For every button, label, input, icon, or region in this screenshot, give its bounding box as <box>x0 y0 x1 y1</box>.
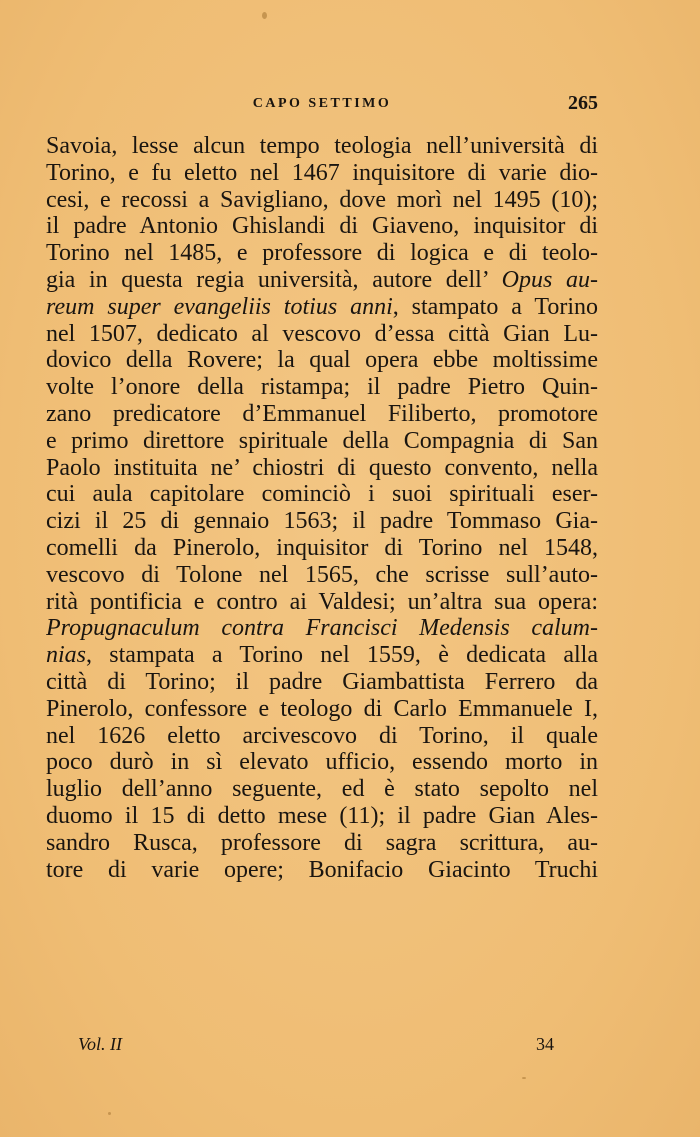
text-segment: duomo il 15 di detto mese (11); il padre Gian Ales- <box>46 802 598 829</box>
text-segment: sandro Rusca, professore di sagra scrittura, au- <box>46 829 598 856</box>
text-line <box>46 776 598 803</box>
text-segment: poco durò in sì elevato ufficio, essendo morto in <box>46 749 598 776</box>
page-number: 265 <box>568 92 598 114</box>
signature-mark: 34 <box>536 1034 554 1054</box>
text-line <box>46 455 598 482</box>
text-line <box>46 267 598 294</box>
italic-text: reum super evangeliis totius anni <box>46 293 393 320</box>
text-line <box>46 615 598 642</box>
text-segment: rità pontificia e contro ai Valdesi; un’altra sua opera: <box>46 588 598 615</box>
text-line <box>46 374 598 401</box>
text-segment: Torino nel 1485, e professore di logica e di teolo- <box>46 240 598 267</box>
body-text <box>46 133 598 883</box>
paper-fleck <box>522 1077 526 1079</box>
text-segment: tore di varie opere; Bonifacio Giacinto Truchi <box>46 856 598 883</box>
text-segment: Paolo instituita ne’ chiostri di questo convento, nella <box>46 454 598 481</box>
text-line <box>46 696 598 723</box>
text-segment: vescovo di Tolone nel 1565, che scrisse sull’auto- <box>46 561 598 588</box>
text-line <box>46 347 598 374</box>
text-line <box>46 401 598 428</box>
paper-fleck <box>262 12 267 19</box>
text-segment: luglio dell’anno seguente, ed è stato sepolto nel <box>46 776 598 803</box>
text-segment: dovico della Rovere; la qual opera ebbe moltissime <box>46 347 598 374</box>
text-segment: cesi, e recossi a Savigliano, dove morì nel 1495 (10); <box>46 186 598 213</box>
text-line <box>46 133 598 160</box>
text-segment: zano predicatore d’Emmanuel Filiberto, promotore <box>46 400 598 427</box>
text-line <box>46 535 598 562</box>
text-line <box>46 857 598 884</box>
text-segment: e primo direttore spirituale della Compagnia di San <box>46 427 598 454</box>
italic-text: Propugnaculum contra Francisci Medensis calum- <box>46 615 598 642</box>
paper-fleck <box>108 1112 111 1115</box>
text-segment: cui aula capitolare cominciò i suoi spirituali eser- <box>46 481 598 508</box>
text-segment: nel 1507, dedicato al vescovo d’essa città Gian Lu- <box>46 320 598 347</box>
text-line <box>46 321 598 348</box>
text-line <box>46 187 598 214</box>
page-footer <box>78 1034 554 1060</box>
italic-text: Opus au- <box>501 266 598 293</box>
text-segment: Pinerolo, confessore e teologo di Carlo Emmanuele I, <box>46 695 598 722</box>
italic-text: nias <box>46 642 87 669</box>
text-line <box>46 642 598 669</box>
text-segment: gia in questa regia università, autore dell’ <box>46 266 502 293</box>
text-line <box>46 294 598 321</box>
text-line <box>46 508 598 535</box>
text-segment: il padre Antonio Ghislandi di Giaveno, inquisitor di <box>46 213 598 240</box>
text-line <box>46 749 598 776</box>
text-segment: comelli da Pinerolo, inquisitor di Torino nel 1548, <box>46 534 598 561</box>
text-segment: , stampata a Torino nel 1559, è dedicata alla <box>86 642 598 669</box>
text-segment: volte l’onore della ristampa; il padre Pietro Quin- <box>46 374 598 401</box>
text-line <box>46 830 598 857</box>
text-line <box>46 481 598 508</box>
text-line <box>46 240 598 267</box>
running-head <box>46 92 598 116</box>
text-line <box>46 723 598 750</box>
text-line <box>46 428 598 455</box>
text-line <box>46 160 598 187</box>
text-segment: cizi il 25 di gennaio 1563; il padre Tommaso Gia- <box>46 508 598 535</box>
text-segment: , stampato a Torino <box>392 293 598 320</box>
text-line <box>46 562 598 589</box>
text-segment: Savoia, lesse alcun tempo teologia nell’università di <box>46 133 598 159</box>
text-line <box>46 803 598 830</box>
text-line <box>46 589 598 616</box>
volume-label: Vol. II <box>78 1034 122 1054</box>
text-line <box>46 669 598 696</box>
text-segment: nel 1626 eletto arcivescovo di Torino, il quale <box>46 722 598 749</box>
text-segment: Torino, e fu eletto nel 1467 inquisitore di varie dio- <box>46 159 598 186</box>
text-segment: città di Torino; il padre Giambattista Ferrero da <box>46 668 598 695</box>
chapter-title: CAPO SETTIMO <box>252 96 392 111</box>
text-line <box>46 213 598 240</box>
